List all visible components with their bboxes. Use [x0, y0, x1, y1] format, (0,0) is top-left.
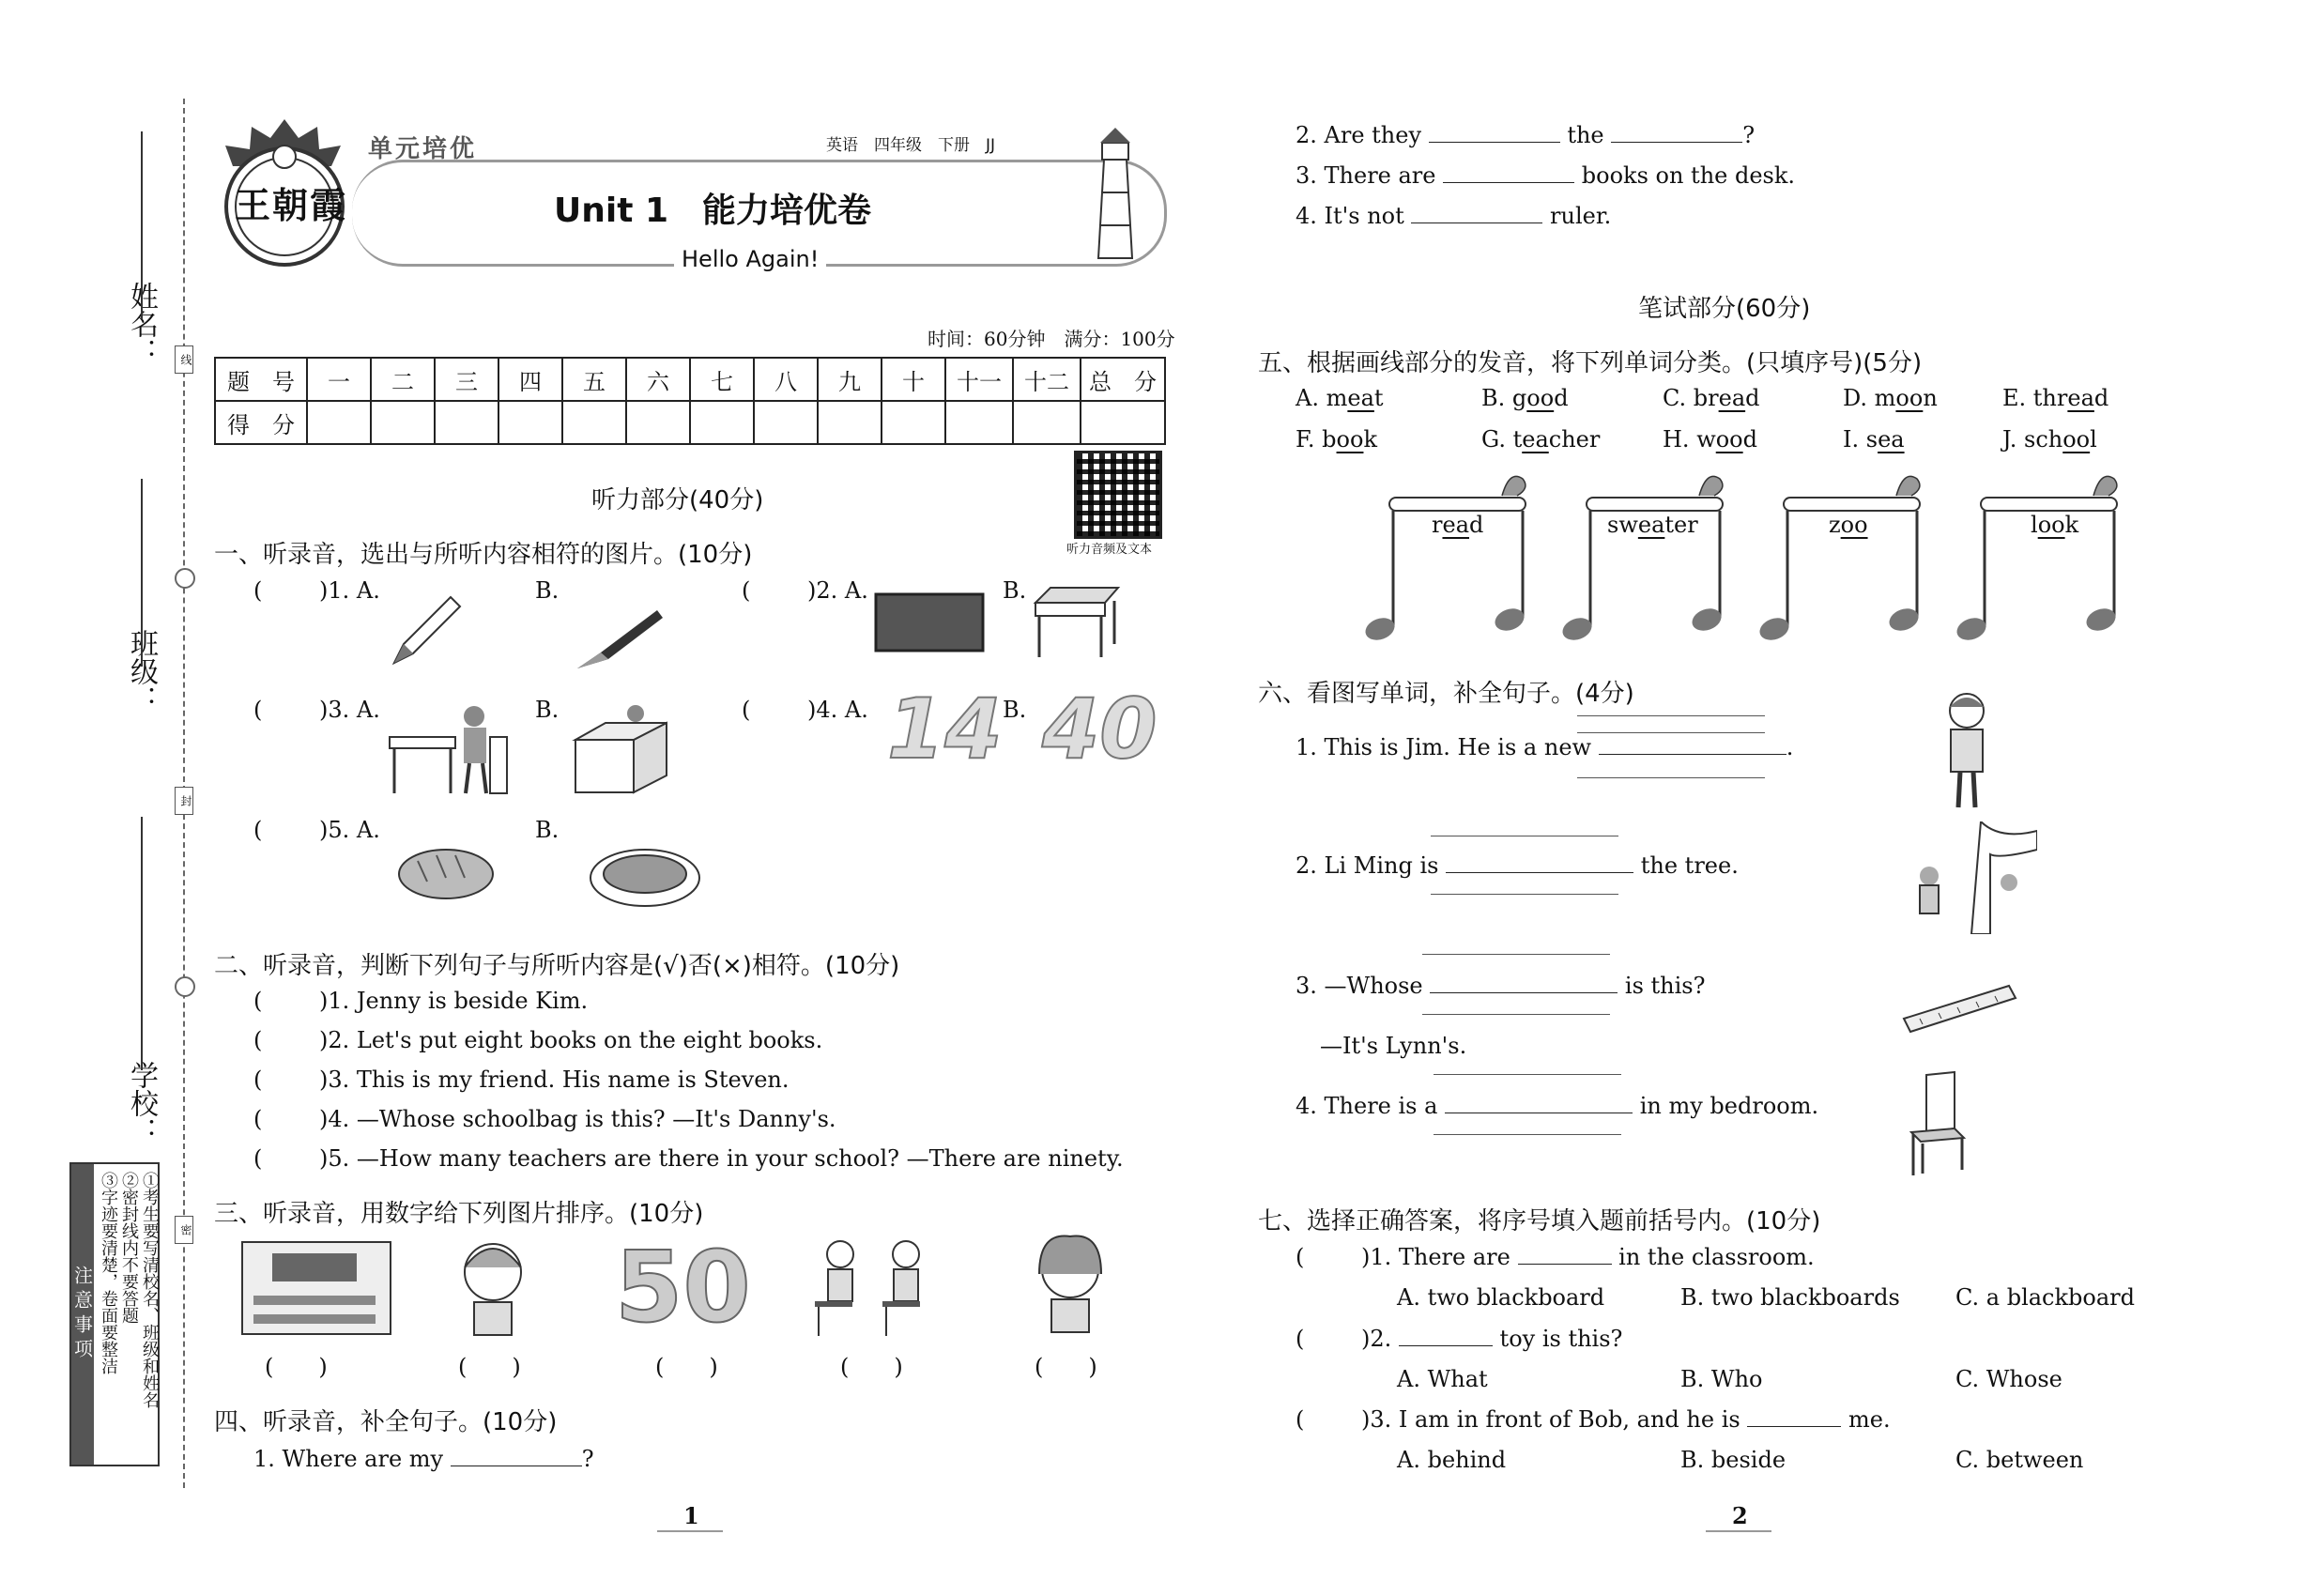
s6-q1-text: 1. This is Jim. He is a new	[1296, 734, 1592, 760]
cut-mark-feng: 封	[175, 787, 193, 815]
page-subtitle: Hello Again!	[674, 246, 826, 272]
score-table	[214, 357, 1166, 445]
s6-q4-text: 4. There is a	[1296, 1093, 1438, 1119]
s7-q3-end: me.	[1848, 1406, 1891, 1433]
listening-heading: 听力部分(40分)	[591, 486, 764, 514]
s3-answer-paren[interactable]: ( )	[458, 1354, 521, 1380]
s7-q1-blank[interactable]	[1518, 1264, 1612, 1265]
music-note-icon	[1756, 476, 1922, 643]
boy-student-icon	[1934, 690, 2000, 812]
name-line	[141, 131, 143, 319]
girl-face-icon	[1028, 1232, 1112, 1335]
cut-mark-xian: 线	[175, 345, 193, 374]
s7-q2-text: )2.	[1361, 1326, 1392, 1352]
s5-word: H. wood	[1663, 426, 1758, 453]
classroom-icon	[239, 1239, 394, 1338]
page-number-ornament	[1706, 1530, 1771, 1532]
boy-face-icon	[451, 1235, 535, 1338]
desk-icon	[1028, 582, 1122, 662]
writing-heading: 笔试部分(60分)	[1638, 295, 1811, 323]
number-14-pic: 14	[887, 681, 1003, 777]
score-table-header: 题 号	[215, 358, 307, 401]
score-cell[interactable]	[307, 401, 371, 444]
score-col: 八	[754, 358, 818, 401]
school-line	[141, 817, 143, 1070]
s4-q2-blank-1[interactable]	[1429, 142, 1560, 143]
two-children-sitting-icon	[807, 1237, 939, 1341]
s7-q3-option[interactable]: B. beside	[1680, 1447, 1786, 1473]
score-col: 十二	[1013, 358, 1081, 401]
s2-item-5: )5. —How many teachers are there in your school? —There are ninety.	[319, 1145, 1124, 1172]
chair-icon	[1906, 1070, 1971, 1178]
lighthouse-icon	[1078, 122, 1153, 263]
note-word-read: read	[1432, 512, 1484, 538]
s4-q4-text: 4. It's not	[1296, 203, 1404, 229]
page-title: Unit 1 能力培优卷	[554, 192, 871, 230]
music-note-icon	[1954, 476, 2119, 643]
s5-word: C. bread	[1663, 385, 1760, 411]
page-number-left: 1	[683, 1502, 699, 1529]
ruler-icon	[1901, 981, 2018, 1037]
bread-icon	[394, 840, 498, 906]
s7-q1-text: )1. There are	[1361, 1244, 1510, 1270]
score-cell[interactable]	[1013, 401, 1081, 444]
s5-word: G. teacher	[1481, 426, 1601, 453]
section-2-title: 二、听录音，判断下列句子与所听内容是(√)否(×)相符。(10分)	[214, 952, 900, 980]
s2-item-4: )4. —Whose schoolbag is this? —It's Danny's.	[319, 1106, 836, 1132]
score-cell[interactable]	[1081, 401, 1165, 444]
s7-q2-end: toy is this?	[1499, 1326, 1623, 1352]
s1-q1-b: B.	[535, 577, 560, 604]
s6-q2-text: 2. Li Ming is	[1296, 852, 1439, 879]
music-note-icon	[1362, 476, 1527, 643]
s4-q2-text: 2. Are they	[1296, 122, 1422, 148]
score-col: 十	[882, 358, 945, 401]
s7-q2-option[interactable]: A. What	[1397, 1366, 1488, 1392]
number-50-pic: 50	[615, 1230, 751, 1344]
note-item: ②密封线内不要答题	[119, 1172, 139, 1324]
score-col: 四	[498, 358, 562, 401]
binding-hole-icon	[175, 976, 195, 997]
score-col: 九	[818, 358, 882, 401]
score-col: 十一	[945, 358, 1013, 401]
score-cell[interactable]	[435, 401, 498, 444]
time-score: 时间：60分钟 满分：100分	[928, 328, 1175, 350]
s7-q3-text: )3. I am in front of Bob, and he is	[1361, 1406, 1740, 1433]
s7-q1-option[interactable]: B. two blackboards	[1680, 1284, 1900, 1311]
score-cell[interactable]	[626, 401, 690, 444]
name-label: 姓名：	[125, 282, 158, 366]
s1-q4-a: )4. A.	[807, 697, 868, 723]
s7-q3-option[interactable]: A. behind	[1397, 1447, 1507, 1473]
s6-q1-blank[interactable]	[1599, 754, 1786, 755]
boy-beside-desk-icon	[385, 699, 516, 798]
s7-q3-option[interactable]: C. between	[1955, 1447, 2084, 1473]
score-cell[interactable]	[498, 401, 562, 444]
section-5-title: 五、根据画线部分的发音，将下列单词分类。(只填序号)(5分)	[1258, 349, 1923, 377]
s2-item-3: )3. This is my friend. His name is Steven.	[319, 1067, 790, 1093]
score-cell[interactable]	[371, 401, 435, 444]
s6-q1-end: .	[1786, 734, 1794, 760]
s5-word: A. meat	[1296, 385, 1384, 411]
s7-q1-option[interactable]: C. a blackboard	[1955, 1284, 2135, 1311]
class-line	[141, 479, 143, 667]
binding-hole-icon	[175, 568, 195, 589]
s2-item-2: )2. Let's put eight books on the eight books.	[319, 1027, 823, 1053]
s7-q2-option[interactable]: C. Whose	[1955, 1366, 2062, 1392]
score-col: 七	[690, 358, 754, 401]
s6-q3-answer: —It's Lynn's.	[1320, 1033, 1467, 1059]
s7-q3-blank[interactable]	[1747, 1426, 1841, 1427]
page-number-ornament	[657, 1530, 723, 1532]
section-3-title: 三、听录音，用数字给下列图片排序。(10分)	[214, 1200, 704, 1228]
s3-answer-paren[interactable]: ( )	[265, 1354, 328, 1380]
s4-q3-text: 3. There are	[1296, 162, 1436, 189]
score-cell[interactable]	[818, 401, 882, 444]
s1-q3-b: B.	[535, 697, 560, 723]
school-label: 学校：	[125, 1061, 158, 1145]
s4-q1-end: ?	[581, 1446, 594, 1472]
score-col: 五	[562, 358, 626, 401]
qr-code-icon[interactable]	[1074, 451, 1162, 539]
s1-q4-b: B.	[1003, 697, 1027, 723]
section-6-title: 六、看图写单词，补全句子。(4分)	[1258, 680, 1634, 708]
s5-word: E. thread	[2002, 385, 2109, 411]
s3-answer-paren[interactable]: ( )	[655, 1354, 718, 1380]
s4-q2-text-2: the	[1567, 122, 1604, 148]
notes-box	[69, 1162, 160, 1466]
score-cell[interactable]	[945, 401, 1013, 444]
noodles-plate-icon	[587, 840, 704, 911]
s3-answer-paren[interactable]: ( )	[840, 1354, 903, 1380]
logo-text: 王朝霞	[235, 184, 348, 226]
section-7-title: 七、选择正确答案，将序号填入题前括号内。(10分)	[1258, 1207, 1821, 1235]
s1-q3-a: )3. A.	[319, 697, 380, 723]
s7-q2-blank[interactable]	[1399, 1345, 1493, 1346]
section-1-title: 一、听录音，选出与所听内容相符的图片。(10分)	[214, 541, 753, 569]
s1-q5-b: B.	[535, 817, 560, 843]
note-word-zoo: zoo	[1829, 512, 1868, 538]
score-col: 一	[307, 358, 371, 401]
s6-q3-text: 3. —Whose	[1296, 973, 1423, 999]
s2-item-1: )1. Jenny is beside Kim.	[319, 988, 589, 1014]
s1-q2-a: )2. A.	[807, 577, 868, 604]
note-word-sweater: sweater	[1607, 512, 1698, 538]
book-meta: 英语 四年级 下册 JJ	[826, 136, 996, 155]
s6-q2-end: the tree.	[1640, 852, 1739, 879]
s7-q1-option[interactable]: A. two blackboard	[1397, 1284, 1605, 1311]
s4-q1-text: 1. Where are my	[253, 1446, 444, 1472]
s4-q2-blank-2[interactable]	[1611, 142, 1742, 143]
s1-q1-a: )1. A.	[319, 577, 380, 604]
music-notes-graphic	[1352, 460, 2150, 657]
score-cell[interactable]	[690, 401, 754, 444]
s6-q3-end: is this?	[1624, 973, 1706, 999]
note-item: ①考生要写清校名、班级和姓名	[140, 1172, 160, 1408]
s6-q2-blank[interactable]	[1446, 872, 1633, 873]
s1-q2-b: B.	[1003, 577, 1027, 604]
score-col: 二	[371, 358, 435, 401]
s6-q3-blank[interactable]	[1430, 992, 1618, 993]
pen-icon	[573, 601, 667, 676]
qr-caption: 听力音频及文本	[1066, 543, 1153, 557]
music-note-icon	[1559, 476, 1725, 643]
score-col: 三	[435, 358, 498, 401]
s3-answer-paren[interactable]: ( )	[1035, 1354, 1097, 1380]
score-row-label: 得 分	[215, 401, 307, 444]
score-cell[interactable]	[562, 401, 626, 444]
series-label: 单元培优	[368, 135, 478, 163]
cut-mark-mi: 密	[175, 1216, 193, 1244]
section-4-title: 四、听录音，补全句子。(10分)	[214, 1408, 558, 1436]
blackboard-icon	[873, 590, 986, 655]
page-number-right: 2	[1732, 1502, 1748, 1529]
pencil-icon	[385, 590, 465, 669]
number-40-pic: 40	[1042, 681, 1158, 777]
s5-word: F. book	[1296, 426, 1377, 453]
note-item: ③字迹要清楚，卷面要整洁	[99, 1172, 118, 1374]
score-cell[interactable]	[754, 401, 818, 444]
class-label: 班级：	[125, 629, 158, 714]
s7-q2-option[interactable]: B. Who	[1680, 1366, 1763, 1392]
s4-q2-end: ?	[1742, 122, 1756, 148]
tree-with-boy-icon	[1906, 821, 2037, 934]
note-word-look: look	[2031, 512, 2079, 538]
notes-title: 注意事项	[71, 1164, 94, 1465]
s4-q3-end: books on the desk.	[1581, 162, 1796, 189]
score-col: 六	[626, 358, 690, 401]
box-icon	[568, 702, 676, 796]
score-cell[interactable]	[882, 401, 945, 444]
score-col: 总 分	[1081, 358, 1165, 401]
s7-q1-end: in the classroom.	[1618, 1244, 1815, 1270]
s4-q3-blank[interactable]	[1443, 182, 1574, 183]
s4-q4-end: ruler.	[1550, 203, 1612, 229]
s5-word: D. moon	[1843, 385, 1938, 411]
s5-word: B. good	[1481, 385, 1569, 411]
s5-word: I. sea	[1843, 426, 1905, 453]
s6-q4-end: in my bedroom.	[1639, 1093, 1819, 1119]
s5-word: J. school	[2002, 426, 2097, 453]
s1-q5-a: )5. A.	[319, 817, 380, 843]
